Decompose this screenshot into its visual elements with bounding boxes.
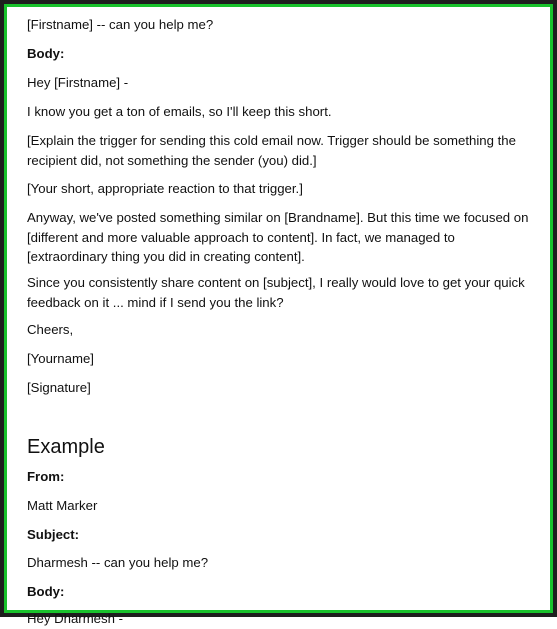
template-ask: Since you consistently share content on [subject], I really would love to get your quick feedback on it ... mind if I send you the link? <box>27 275 525 310</box>
example-from-value: Matt Marker <box>27 498 98 513</box>
template-intro: I know you get a ton of emails, so I'll keep this short. <box>27 104 332 119</box>
template-body-label: Body: <box>27 46 65 61</box>
template-greeting: Hey [Firstname] - <box>27 75 129 90</box>
document-panel <box>4 4 553 626</box>
template-trigger: [Explain the trigger for sending this cold email now. Trigger should be something the recipient did, not something the sender (you) did.] <box>27 133 516 168</box>
template-reaction: [Your short, appropriate reaction to that trigger.] <box>27 181 303 196</box>
example-from-label: From: <box>27 469 65 484</box>
template-signoff: Cheers, <box>27 322 74 337</box>
example-subject-label: Subject: <box>27 527 80 542</box>
template-pitch: Anyway, we've posted something similar on [Brandname]. But this time we focused on [different and more valuable approach to content]. In fact, we managed to [extraordinary thing you did in creating content]. <box>27 210 529 264</box>
example-subject-value: Dharmesh -- can you help me? <box>27 555 209 570</box>
example-greeting-partial: Hey Dharmesh - <box>27 611 124 626</box>
example-heading: Example <box>27 436 105 458</box>
template-signature: [Signature] <box>27 380 91 395</box>
template-subject-line: [Firstname] -- can you help me? <box>27 17 214 32</box>
example-body-label: Body: <box>27 584 65 599</box>
template-name: [Yourname] <box>27 351 94 366</box>
